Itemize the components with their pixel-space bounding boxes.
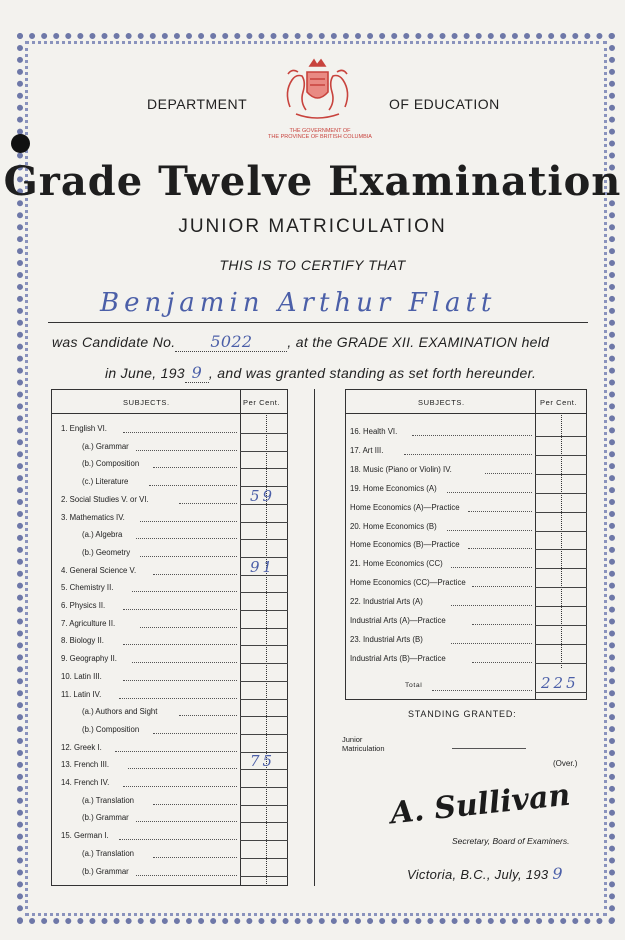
certificate-title: Grade Twelve Examination: [3, 158, 622, 205]
junior-label: Junior: [342, 735, 363, 744]
percent-cell-rule: [535, 549, 587, 550]
subject-row-leader: [447, 530, 532, 531]
subject-row-leader: [132, 662, 237, 663]
subject-row-label: 17. Art III.: [350, 445, 384, 455]
left-percent-header: Per Cent.: [243, 398, 281, 407]
right-header-rule: [345, 413, 587, 414]
subject-row-label: 23. Industrial Arts (B): [350, 634, 423, 644]
year-suffix: , and was granted standing as set forth hereunder.: [208, 365, 537, 381]
subject-row-label: 15. German I.: [61, 831, 109, 841]
subject-row-label: Home Economics (B)—Practice: [350, 540, 460, 550]
percent-cell-rule: [240, 628, 288, 629]
over-label: (Over.): [553, 759, 578, 768]
subject-row-label: Industrial Arts (A)—Practice: [350, 616, 446, 625]
punch-hole: [11, 134, 30, 153]
left-percent-center-line: [266, 413, 267, 886]
percent-cell-rule: [240, 645, 288, 646]
subject-row-label: 10. Latin III.: [61, 671, 102, 681]
percent-cell-rule: [240, 468, 288, 469]
subject-row-label: (b.) Grammar: [82, 813, 129, 823]
subject-row-label: 4. General Science V.: [61, 565, 137, 575]
subject-row-label: (b.) Composition: [82, 459, 140, 469]
certify-line: THIS IS TO CERTIFY THAT: [219, 257, 406, 273]
subject-row-label: (a.) Algebra: [82, 530, 123, 540]
percent-cell-rule: [240, 699, 288, 700]
total-label: Total: [405, 682, 423, 689]
subject-row-leader: [123, 680, 237, 681]
subject-row-label: Home Economics (A)—Practice: [350, 502, 460, 512]
percent-value: 91: [250, 557, 276, 576]
crest-icon: [270, 52, 365, 122]
matriculation-label: Matriculation: [342, 744, 385, 753]
exam-year-line: [105, 363, 536, 383]
percent-cell-rule: [240, 663, 288, 664]
subject-row-leader: [472, 624, 532, 625]
percent-cell-rule: [240, 822, 288, 823]
percent-cell-rule: [240, 805, 288, 806]
subject-row-label: 7. Agriculture II.: [61, 618, 116, 628]
subject-row-label: (c.) Literature: [82, 477, 129, 487]
subject-row-label: (a.) Authors and Sight: [82, 707, 158, 717]
subject-row-label: (a.) Translation: [82, 795, 135, 805]
subject-row-leader: [468, 548, 532, 549]
left-header-rule: [51, 413, 288, 414]
subject-row-leader: [179, 715, 237, 716]
subject-row-leader: [404, 454, 532, 455]
percent-cell-rule: [240, 539, 288, 540]
department-label: DEPARTMENT: [147, 96, 248, 112]
left-subjects-header: SUBJECTS.: [123, 398, 170, 407]
percent-cell-rule: [240, 840, 288, 841]
percent-value: 59: [250, 486, 276, 505]
right-subjects-header: SUBJECTS.: [418, 398, 465, 407]
certificate-subtitle: JUNIOR MATRICULATION: [178, 216, 447, 237]
subject-row-label: 14. French IV.: [61, 778, 110, 787]
subject-row-leader: [140, 521, 237, 522]
subject-row-leader: [153, 857, 237, 858]
percent-cell-rule: [240, 522, 288, 523]
subject-row-label: (b.) Composition: [82, 724, 140, 734]
candidate-suffix: , at the GRADE XII. EXAMINATION held: [287, 334, 550, 350]
subject-row-leader: [123, 786, 237, 787]
subject-row-leader: [472, 586, 532, 587]
crest-caption-line-1: THE GOVERNMENT OF: [289, 128, 351, 134]
percent-cell-rule: [240, 610, 288, 611]
percent-cell-rule: [535, 587, 587, 588]
subject-row-leader: [472, 662, 532, 663]
subject-row-leader: [153, 733, 237, 734]
subject-row-label: Home Economics (CC)—Practice: [350, 578, 466, 588]
victoria-prefix: Victoria, B.C., July, 193: [407, 867, 549, 882]
subject-row-leader: [451, 567, 532, 568]
percent-cell-rule: [535, 606, 587, 607]
crest-caption: [265, 128, 375, 140]
total-rule: [535, 692, 587, 693]
total-leader: [432, 690, 532, 691]
subject-row-leader: [136, 875, 237, 876]
subject-row-label: (a.) Translation: [82, 848, 135, 858]
subject-row-leader: [140, 627, 237, 628]
subject-row-leader: [136, 538, 237, 539]
subject-row-leader: [128, 768, 238, 769]
subject-row-label: 1. English VI.: [61, 424, 107, 433]
subject-row-label: 18. Music (Piano or Violin) IV.: [350, 464, 452, 474]
subject-row-leader: [119, 839, 237, 840]
victoria-digit: 9: [552, 864, 563, 883]
subject-row-label: 16. Health VI.: [350, 427, 398, 436]
subject-row-label: 6. Physics II.: [61, 601, 106, 610]
subject-row-leader: [451, 643, 532, 644]
subject-row-label: 3. Mathematics IV.: [61, 512, 125, 522]
subject-row-label: 19. Home Economics (A): [350, 483, 437, 493]
crest-caption-line-2: THE PROVINCE OF BRITISH COLUMBIA: [268, 134, 372, 140]
percent-cell-rule: [535, 474, 587, 475]
subject-row-label: 2. Social Studies V. or VI.: [61, 494, 149, 504]
subject-row-label: 8. Biology II.: [61, 636, 104, 646]
subject-row-leader: [451, 605, 532, 606]
candidate-number-line: [52, 332, 549, 352]
percent-cell-rule: [240, 451, 288, 452]
percent-cell-rule: [535, 531, 587, 532]
subject-row-label: 21. Home Economics (CC): [350, 559, 443, 569]
percent-cell-rule: [535, 568, 587, 569]
candidate-name: Benjamin Arthur Flatt: [100, 288, 497, 318]
victoria-date-line: [407, 864, 563, 883]
right-percent-center-line: [561, 413, 562, 668]
subject-row-leader: [153, 467, 237, 468]
percent-cell-rule: [535, 512, 587, 513]
subject-row-label: 13. French III.: [61, 760, 110, 770]
subject-row-leader: [153, 804, 237, 805]
subject-row-label: Industrial Arts (B)—Practice: [350, 653, 446, 663]
standing-line: [452, 748, 526, 749]
junior-matriculation-label: [342, 735, 385, 753]
subject-row-leader: [149, 485, 238, 486]
percent-cell-rule: [535, 436, 587, 437]
subject-row-leader: [123, 609, 237, 610]
right-percent-header: Per Cent.: [540, 398, 578, 407]
subject-row-leader: [412, 435, 532, 436]
percent-cell-rule: [240, 876, 288, 877]
subject-row-label: 9. Geography II.: [61, 654, 117, 664]
percent-value: 75: [250, 752, 276, 771]
table-divider: [314, 389, 315, 886]
subject-row-leader: [140, 556, 237, 557]
percent-cell-rule: [535, 663, 587, 664]
candidate-prefix: was Candidate No.: [52, 334, 176, 350]
subject-row-label: 20. Home Economics (B): [350, 521, 437, 531]
percent-cell-rule: [535, 493, 587, 494]
subject-row-leader: [485, 473, 532, 474]
subject-row-leader: [132, 591, 237, 592]
percent-cell-rule: [240, 858, 288, 859]
name-underline: [48, 322, 588, 323]
subject-row-leader: [115, 751, 237, 752]
education-label: OF EDUCATION: [389, 96, 500, 112]
percent-cell-rule: [535, 455, 587, 456]
percent-cell-rule: [535, 625, 587, 626]
subject-row-leader: [123, 432, 237, 433]
percent-cell-rule: [240, 433, 288, 434]
subject-row-leader: [468, 511, 532, 512]
subject-row-leader: [179, 503, 237, 504]
subject-row-leader: [136, 821, 237, 822]
year-prefix: in June, 193: [105, 365, 185, 381]
subject-row-label: 22. Industrial Arts (A): [350, 597, 423, 607]
percent-cell-rule: [240, 592, 288, 593]
subject-row-label: (b.) Geometry: [82, 547, 131, 557]
subject-row-leader: [153, 574, 237, 575]
subject-row-label: 12. Greek I.: [61, 742, 102, 752]
subject-row-label: 5. Chemistry II.: [61, 583, 114, 593]
subject-row-label: (a.) Grammar: [82, 441, 129, 451]
percent-cell-rule: [240, 787, 288, 788]
year-digit: 9: [185, 363, 209, 383]
secretary-label: Secretary, Board of Examiners.: [452, 836, 570, 846]
subject-row-label: 11. Latin IV.: [61, 689, 102, 699]
standing-granted-label: STANDING GRANTED:: [408, 709, 517, 719]
percent-cell-rule: [535, 644, 587, 645]
subject-row-label: (b.) Grammar: [82, 866, 129, 876]
signature: A. Sullivan: [388, 777, 572, 832]
subject-row-leader: [123, 644, 237, 645]
subject-row-leader: [447, 492, 532, 493]
percent-cell-rule: [240, 716, 288, 717]
total-value: 225: [541, 674, 579, 692]
subject-row-leader: [136, 450, 237, 451]
percent-cell-rule: [240, 734, 288, 735]
candidate-number: 5022: [175, 332, 287, 352]
subject-row-leader: [119, 698, 237, 699]
percent-cell-rule: [240, 681, 288, 682]
left-percent-divider: [240, 389, 241, 886]
